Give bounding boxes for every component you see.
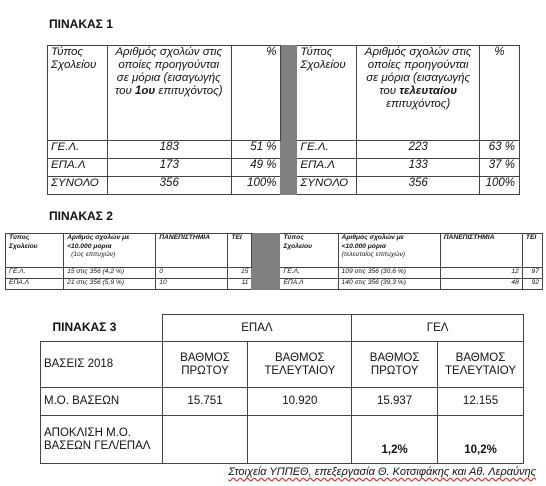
t3-h-epal-first [162,342,248,388]
table3 [40,314,524,464]
t1-hr-desc-0: Αριθμός σχολών στις [364,46,472,58]
t1-hr-desc-3 [360,85,476,98]
t2-r0-rtei: 97 [522,268,542,279]
t3-h-epal-last-0: ΒΑΘΜΟΣ [274,351,325,364]
table1 [47,45,520,195]
t2-hr-desc-1: <10.000 μόρια [341,242,386,250]
t3-h-gel-last [438,342,524,388]
t1-r1-rtype: ΕΠΑ.Λ [297,159,357,177]
t1-r0-ltype: ΓΕ.Λ. [48,141,108,159]
table3-group-row [41,315,524,342]
table3-title-cell [41,315,163,342]
t1-r1-ltype: ΕΠΑ.Λ [48,159,108,177]
t3-diff-gel-last: 10,2% [438,416,524,464]
t1-r0-rnum: 223 [357,141,480,159]
t1-r1-rpct: 37 % [479,159,519,177]
t3-diff-label-1: ΒΑΣΕΩΝ ΓΕΛ/ΕΠΑΛ [44,439,151,452]
t1-r2-ltype: ΣΥΝΟΛΟ [48,177,108,195]
t2-hl-desc-2: (1ος επιτυχών) [71,251,116,258]
t2-r0-luniv: 0 [156,268,228,279]
t3-h-gel-first [352,342,438,388]
t3-group-epal: ΕΠΑΛ [162,315,352,342]
t3-avg-gel-first: 15.937 [352,388,438,416]
t2-hl-desc-0: Αριθμός σχολών με [67,234,130,241]
t1-r2-rnum: 356 [357,177,480,195]
t1-header-type-left [48,46,108,141]
t2-hr-type-0: Τύπος [283,234,304,241]
t2-r1-rtype: ΕΠΑ.Λ [280,279,338,290]
t1-header-pct-left: % [231,46,281,141]
t1-r1-lpct: 49 % [231,159,281,177]
t2-hl-univ: ΠΑΝΕΠΙΣΤΗΜΙΑ [156,234,228,268]
t3-avg-label: Μ.Ο. ΒΑΣΕΩΝ [41,388,163,416]
t2-hr-tei: ΤΕΙ [522,234,542,268]
t1-header-type-right [297,46,357,141]
source-note-text: Στοιχεία ΥΠΠΕΘ, επεξεργασία Θ. Κοτσιφάκης και Αθ. Λεραύνης [228,466,536,478]
t1-r1-rnum: 133 [357,159,480,177]
table3-header-row [41,342,524,388]
t1-hr-desc-4: επιτυχόντος) [386,98,451,110]
t2-r1-luniv: 10 [156,279,228,290]
t1-hl-desc-bold: 1ου [135,85,156,97]
t1-hl-desc-3 [110,85,228,98]
t2-hr-type-1: Σχολείου [283,242,313,250]
t1-header-desc-right [357,46,480,141]
t2-r0-runiv: 12 [440,268,522,279]
table2 [5,233,543,290]
t3-diff-label [41,416,163,464]
t2-r1-runiv: 48 [440,279,522,290]
t3-h-gel-first-0: ΒΑΘΜΟΣ [369,351,420,364]
t1-hl-desc-0: Αριθμός σχολών στις [115,46,223,58]
t2-separator [252,234,280,290]
t1-r2-rtype: ΣΥΝΟΛΟ [297,177,357,195]
t2-hl-tei: ΤΕΙ [228,234,252,268]
t1-hr-type-0: Τύπος [300,46,333,58]
t2-header-type-left [6,234,64,268]
t1-hr-desc-2: σε μόρια (εισαγωγής [366,72,471,84]
t2-r1-ltype: ΕΠΑ.Λ [6,279,64,290]
t3-h-epal-last [248,342,352,388]
t2-r0-rtype: ΓΕ.Λ. [280,268,338,279]
t1-hl-desc-3a: του [114,85,135,97]
t3-h-epal-first-0: ΒΑΘΜΟΣ [180,351,230,364]
t1-r0-lnum: 183 [107,141,231,159]
t2-hr-univ: ΠΑΝΕΠΙΣΤΗΜΙΑ [440,234,522,268]
t2-r0-rdesc: 109 στις 356 (30,6 %) [338,268,440,279]
t3-diff-epal-first [162,416,248,464]
source-note [228,466,536,478]
t1-hl-desc-3b: επιτυχόντος) [155,85,223,97]
t1-header-pct-right: % [479,46,519,141]
t2-header-type-right [280,234,338,268]
t1-r1-lnum: 173 [107,159,231,177]
t1-r2-rpct: 100% [479,177,519,195]
t1-hr-desc-3a: του [379,85,400,97]
t2-header-desc-right [338,234,440,268]
t3-bases-label: ΒΑΣΕΙΣ 2018 [41,342,163,388]
t1-header-desc-left [107,46,231,141]
t1-hr-desc-bold: τελευταίου [399,85,458,97]
t1-hl-desc-1: οποίες προηγούνται [118,59,220,71]
t1-hl-type-1: Σχολείου [51,59,97,71]
t2-r0-ldesc: 15 στις 356 (4,2 %) [64,268,156,279]
table1-header-row [48,46,520,141]
table3-title: ΠΙΝΑΚΑΣ 3 [52,319,117,334]
t1-r0-lpct: 51 % [231,141,281,159]
t2-r0-ltype: ΓΕ.Λ. [6,268,64,279]
t3-diff-epal-last [248,416,352,464]
t1-r2-lnum: 356 [107,177,231,195]
t3-avg-gel-last: 12.155 [438,388,524,416]
t3-h-gel-last-1: ΤΕΛΕΥΤΑΙΟΥ [445,364,517,377]
table-row [41,416,524,464]
t3-h-gel-first-1: ΠΡΩΤΟΥ [370,364,419,377]
t2-hl-desc-1: <10.000 μόρια [67,242,112,250]
t1-r0-rtype: ΓΕ.Λ. [297,141,357,159]
t2-hr-desc-2: (τελευταίος επιτυχών) [341,251,406,258]
t1-hr-desc-1: οποίες προηγούνται [367,59,469,71]
t3-avg-epal-first: 15.751 [162,388,248,416]
t3-diff-gel-first: 1,2% [352,416,438,464]
t3-diff-label-0: ΑΠΟΚΛΙΣΗ Μ.Ο. [44,426,131,439]
t1-r2-lpct: 100% [231,177,281,195]
t2-r1-ltei: 11 [228,279,252,290]
table2-title: ΠΙΝΑΚΑΣ 2 [49,209,113,223]
t2-r1-ldesc: 21 στις 356 (5,9 %) [64,279,156,290]
t3-h-epal-last-1: ΤΕΛΕΥΤΑΙΟΥ [264,364,336,377]
t3-h-gel-last-0: ΒΑΘΜΟΣ [455,351,506,364]
t1-hl-type-0: Τύπος [51,46,84,58]
t3-h-epal-first-1: ΠΡΩΤΟΥ [181,364,229,377]
t3-avg-epal-last: 10.920 [248,388,352,416]
t3-group-gel: ΓΕΛ [352,315,524,342]
t1-hl-desc-2: σε μόρια (εισαγωγής [116,72,221,84]
table-row [41,388,524,416]
t1-hr-type-1: Σχολείου [300,59,346,71]
table2-header-row [6,234,543,268]
t2-r1-rtei: 92 [522,279,542,290]
t2-header-desc-left [64,234,156,268]
t2-hl-type-0: Τύπος [9,234,30,241]
t2-r0-ltei: 15 [228,268,252,279]
t1-r0-rpct: 63 % [479,141,519,159]
t2-r1-rdesc: 140 στις 356 (39,3 %) [338,279,440,290]
table1-title: ΠΙΝΑΚΑΣ 1 [49,17,113,31]
t2-hr-desc-0: Αριθμός σχολών με [341,234,404,241]
t1-separator [281,46,297,195]
t2-hl-type-1: Σχολείου [9,242,38,250]
